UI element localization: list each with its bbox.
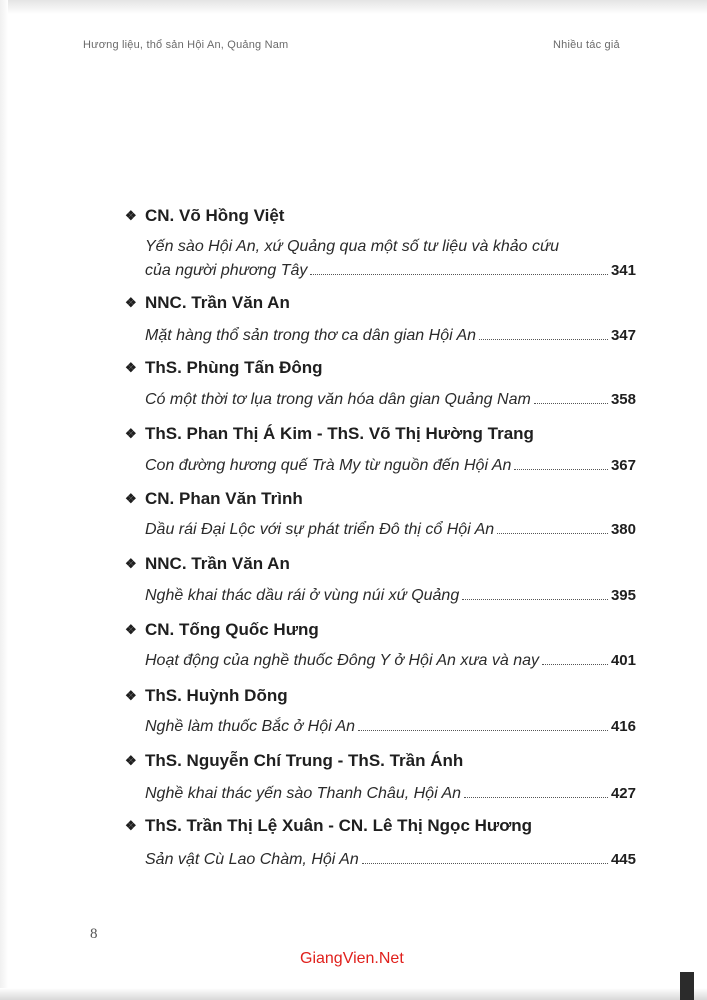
dot-leader [358, 726, 608, 731]
diamond-bullet-icon: ❖ [125, 360, 137, 375]
page-ref: 445 [610, 851, 636, 868]
author-name: CN. Tống Quốc Hưng [145, 620, 319, 639]
chapter-title: Nghề làm thuốc Bắc ở Hội An [145, 718, 356, 735]
page-number: 8 [90, 926, 98, 942]
toc-entry[interactable] [145, 851, 636, 869]
page-ref: 401 [610, 652, 636, 669]
diamond-bullet-icon: ❖ [125, 426, 137, 441]
toc-entry[interactable] [145, 652, 636, 670]
dot-leader [497, 529, 608, 534]
diamond-bullet-icon: ❖ [125, 295, 137, 310]
chapter-title: Yến sào Hội An, xứ Quảng qua một số tư liệu và khảo cứu [145, 238, 560, 255]
dot-leader [362, 859, 608, 864]
toc-entry[interactable] [145, 327, 636, 345]
diamond-bullet-icon: ❖ [125, 753, 137, 768]
toc-author [125, 424, 534, 444]
chapter-title: Con đường hương quế Trà My từ nguồn đến Hội An [145, 457, 512, 474]
dot-leader [534, 399, 608, 404]
toc-author [125, 206, 284, 226]
chapter-title: Có một thời tơ lụa trong văn hóa dân gian Quảng Nam [145, 391, 531, 408]
chapter-title: Mặt hàng thổ sản trong thơ ca dân gian Hội An [145, 327, 477, 344]
toc-author [125, 620, 319, 640]
author-name: CN. Phan Văn Trình [145, 489, 303, 508]
author-name: ThS. Phùng Tấn Đông [145, 358, 323, 377]
chapter-title: Hoạt động của nghề thuốc Đông Y ở Hội An xưa và nay [145, 652, 539, 669]
page-ref: 358 [610, 391, 636, 408]
diamond-bullet-icon: ❖ [125, 818, 137, 833]
toc-entry[interactable] [145, 457, 636, 475]
author-name: NNC. Trần Văn An [145, 293, 290, 312]
toc-author [125, 751, 463, 771]
toc-author [125, 554, 290, 574]
toc-entry[interactable] [145, 391, 636, 409]
author-name: NNC. Trần Văn An [145, 554, 290, 573]
page-ref: 341 [610, 262, 636, 279]
scan-shadow-bottom [0, 988, 707, 1000]
scan-shadow-top [0, 0, 707, 14]
chapter-title: Sản vật Cù Lao Chàm, Hội An [145, 851, 359, 868]
diamond-bullet-icon: ❖ [125, 491, 137, 506]
chapter-title: của người phương Tây [145, 262, 308, 279]
diamond-bullet-icon: ❖ [125, 208, 137, 223]
toc-author [125, 358, 323, 378]
author-name: ThS. Nguyễn Chí Trung - ThS. Trần Ánh [145, 751, 464, 770]
dot-leader [310, 270, 608, 275]
chapter-title: Nghề khai thác yến sào Thanh Châu, Hội An [145, 785, 462, 802]
dot-leader [464, 793, 608, 798]
page-ref: 367 [610, 457, 636, 474]
toc-entry[interactable] [145, 262, 636, 280]
toc-author [125, 816, 532, 836]
page-ref: 395 [610, 587, 636, 604]
dot-leader [462, 595, 608, 600]
toc-entry[interactable] [145, 785, 636, 803]
author-name: ThS. Phan Thị Á Kim - ThS. Võ Thị Hường Trang [145, 424, 534, 443]
page-ref: 427 [610, 785, 636, 802]
chapter-title: Dầu rái Đại Lộc với sự phát triển Đô thị cổ Hội An [145, 521, 495, 538]
diamond-bullet-icon: ❖ [125, 556, 137, 571]
diamond-bullet-icon: ❖ [125, 622, 137, 637]
toc-author [125, 489, 303, 509]
page-ref: 380 [610, 521, 636, 538]
chapter-title: Nghề khai thác dầu rái ở vùng núi xứ Quảng [145, 587, 460, 604]
scan-corner-mark [680, 972, 694, 1000]
author-name: ThS. Huỳnh Dõng [145, 686, 288, 705]
running-header-authors: Nhiều tác giả [553, 39, 620, 51]
page-ref: 347 [610, 327, 636, 344]
toc-entry[interactable] [145, 521, 636, 539]
running-header-title: Hương liệu, thổ sản Hội An, Quảng Nam [83, 39, 289, 51]
author-name: ThS. Trần Thị Lệ Xuân - CN. Lê Thị Ngọc Hương [145, 816, 533, 835]
scan-shadow-left [0, 0, 8, 1000]
toc-author [125, 686, 288, 706]
dot-leader [514, 465, 608, 470]
toc-entry[interactable] [145, 587, 636, 605]
toc-title-line [145, 238, 636, 256]
page-ref: 416 [610, 718, 636, 735]
toc-author [125, 293, 290, 313]
watermark-text: GiangVien.Net [300, 950, 404, 967]
dot-leader [542, 660, 608, 665]
diamond-bullet-icon: ❖ [125, 688, 137, 703]
dot-leader [479, 335, 608, 340]
toc-entry[interactable] [145, 718, 636, 736]
author-name: CN. Võ Hồng Việt [145, 206, 285, 225]
